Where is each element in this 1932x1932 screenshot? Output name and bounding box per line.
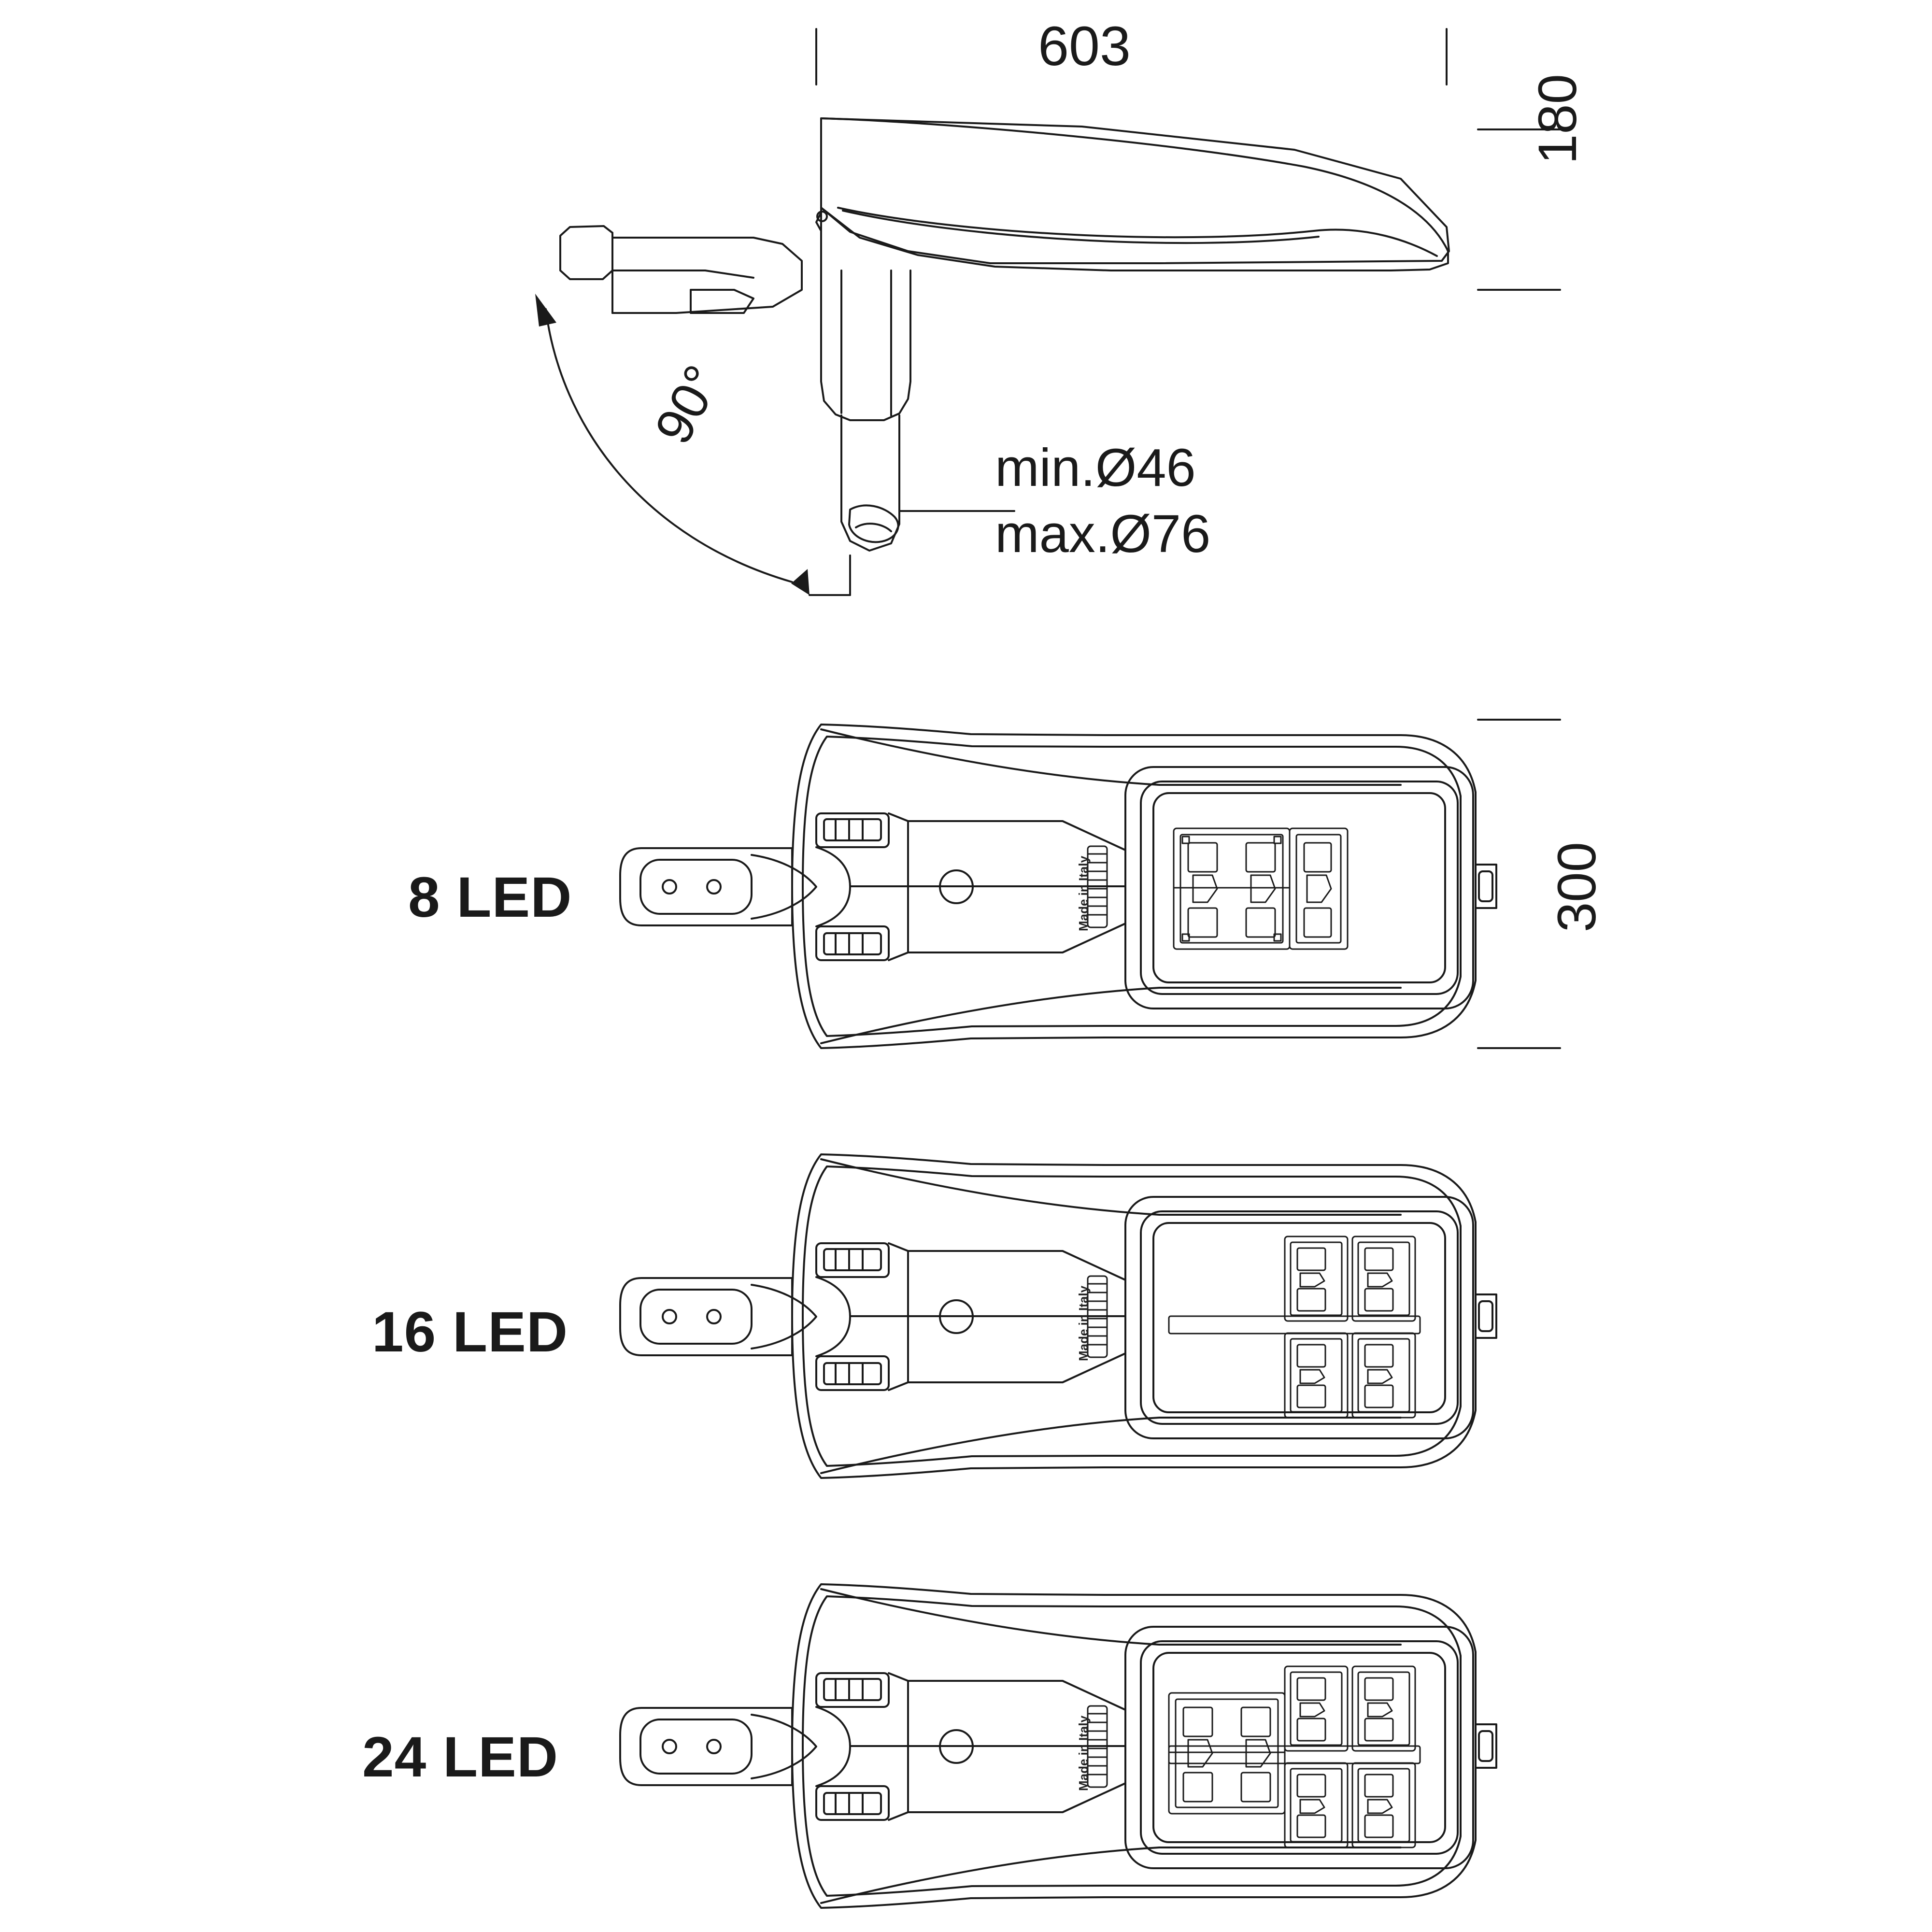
arrow-arc-start	[535, 294, 556, 327]
pole-diameter-max-label: max.Ø76	[995, 504, 1211, 564]
arm-hole-left-16	[663, 1310, 676, 1323]
optic-frame-outer-24	[1125, 1627, 1473, 1868]
latch-right-inner-16	[1479, 1301, 1492, 1331]
pole-tube-bottom-2	[856, 524, 891, 531]
arm-hole-right-8	[707, 880, 721, 894]
optic-frame-outer-16	[1125, 1197, 1473, 1438]
luminaire-fold-line-2	[843, 211, 1319, 243]
variant-label-24-led: 24 LED	[362, 1725, 559, 1789]
arm-plate-24	[640, 1719, 752, 1774]
luminaire-fold-line	[838, 208, 1437, 256]
optic-frame-inner-16	[1141, 1211, 1458, 1424]
dimension-label-length: 603	[1038, 15, 1131, 77]
arm-neck-8	[752, 855, 816, 919]
arm-hole-right-16	[707, 1310, 721, 1323]
dimension-label-height: 180	[1527, 74, 1588, 164]
plan-view-24-led	[620, 1584, 1496, 1908]
housing-taper-bottom-24	[821, 1847, 1401, 1903]
pole-diameter-min-label: min.Ø46	[995, 438, 1196, 497]
housing-taper-top-24	[821, 1589, 1401, 1645]
dimension-label-width: 300	[1547, 842, 1607, 932]
variant-label-8-led: 8 LED	[408, 866, 572, 929]
rotation-angle-label: 90°	[643, 355, 732, 453]
arrow-arc-end	[791, 569, 810, 595]
made-in-italy-marking-16: Made in Italy	[1076, 1285, 1091, 1361]
variant-label-16-led: 16 LED	[372, 1300, 568, 1364]
mounting-arm-side	[560, 226, 612, 279]
housing-taper-bottom-8	[821, 988, 1401, 1043]
arm-neck-16	[752, 1285, 816, 1349]
arm-hole-left-8	[663, 880, 676, 894]
arm-extension-line	[612, 270, 753, 278]
led-module-8	[1174, 828, 1348, 949]
latch-right-inner-8	[1479, 871, 1492, 901]
latch-right-inner-24	[1479, 1731, 1492, 1761]
arm-hole-left-24	[663, 1740, 676, 1753]
arm-extension	[612, 238, 802, 313]
rotation-arc	[546, 309, 792, 582]
dimension-603	[816, 29, 1447, 85]
arm-neck-24	[752, 1715, 816, 1778]
made-in-italy-marking-8: Made in Italy	[1076, 855, 1091, 931]
optic-glass-16	[1153, 1223, 1445, 1412]
arm-hole-right-24	[707, 1740, 721, 1753]
led-modules-24	[1169, 1666, 1420, 1847]
housing-taper-bottom-16	[821, 1418, 1401, 1473]
arm-plate-8	[640, 860, 752, 914]
housing-taper-top-16	[821, 1159, 1401, 1215]
housing-taper-top-8	[821, 729, 1401, 785]
arm-plate-16	[640, 1290, 752, 1344]
made-in-italy-marking-24: Made in Italy	[1076, 1715, 1091, 1791]
led-modules-16	[1169, 1236, 1420, 1418]
plan-view-16-led	[620, 1154, 1496, 1478]
